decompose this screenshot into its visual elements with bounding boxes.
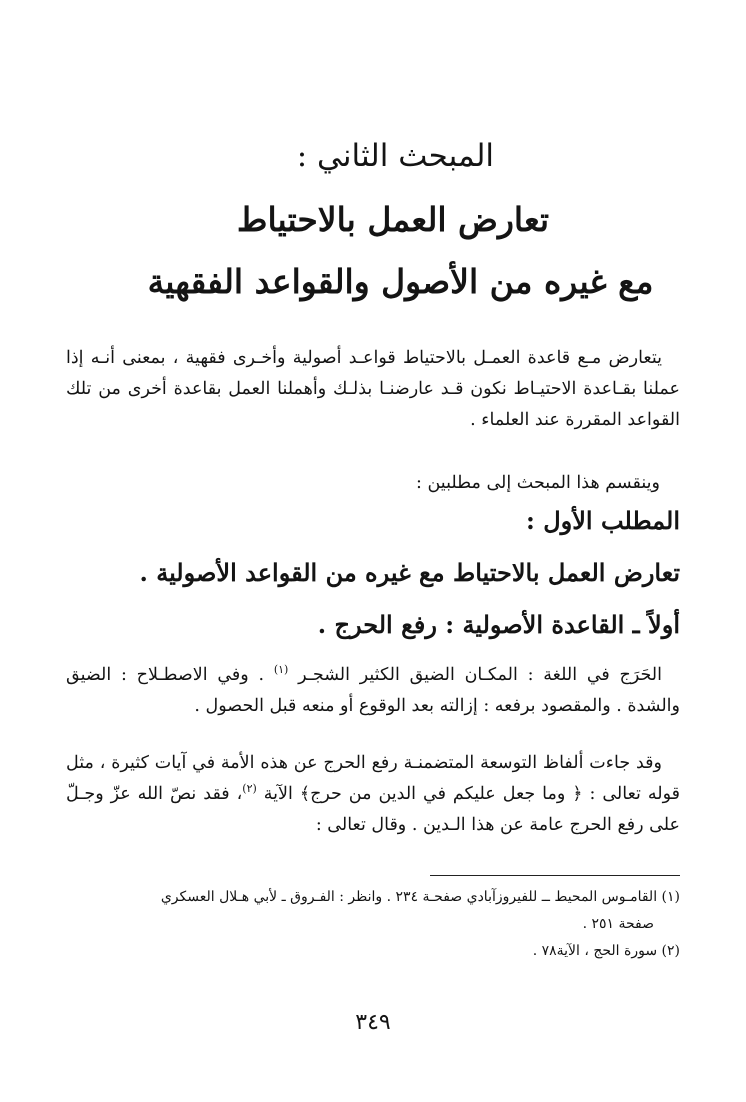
footnote-1: (١) القامـوس المحيط ــ للفيروزآبادي صفحـة ٢٣٤ . وانظر : الفـروق ـ لأبي هـلال العسكري <box>160 889 680 905</box>
intro-paragraph: يتعارض مـع قاعدة العمـل بالاحتياط قواعـد أصولية وأخـرى فقهية ، بمعنى أنـه إذا عملنا بقـاعدة الاحتيـاط نكون قـد عارضنـا بذلـك وأهملنا العمل بقاعدة أخرى من تلك القواعد المقررة عند العلماء . <box>66 348 680 430</box>
page-number: ٣٤٩ <box>355 1010 391 1035</box>
footnote-1-continuation: صفحة ٢٥١ . <box>582 916 654 932</box>
haraj-definition-paragraph <box>66 660 680 722</box>
subheading-first-rule: أولاً ـ القاعدة الأصولية : رفع الحرج . <box>317 610 680 639</box>
footnotes <box>66 884 680 965</box>
verses-paragraph <box>66 748 680 841</box>
subheading-conflict-principles: تعارض العمل بالاحتياط مع غيره من القواعد الأصولية . <box>139 558 680 587</box>
footnote-2: (٢) سورة الحج ، الآية٧٨ . <box>532 943 680 959</box>
subheading-first-requirement: المطلب الأول : <box>525 506 680 535</box>
haraj-text-part1: الحَرَج في اللغة : المكـان الضيق الكثير الشجـر <box>298 665 662 685</box>
haraj-text-part2: . وفي الاصطـلاح : الضيق والشدة . والمقصود برفعه : إزالته بعد الوقوع أو منعه قبل الحصول . <box>66 665 680 716</box>
verses-text-part2: ، فقد نصّ الله عزّ وجـلّ على رفع الحرج عامة عن هذا الـدين . وقال تعالى : <box>66 784 680 835</box>
verses-text-part1: وقد جاءت ألفاظ التوسعة المتضمنـة رفع الحرج عن هذه الأمة في آيات كثيرة ، مثل قوله تعالى : ﴿ وما جعل عليكم في الدين من حرج﴾ الآية <box>66 753 680 804</box>
section-label: المبحث الثاني : <box>296 138 494 174</box>
chapter-title-line2: مع غيره من الأصول والقواعد الفقهية <box>147 262 654 301</box>
division-paragraph: وينقسم هذا المبحث إلى مطلبين : <box>416 473 660 493</box>
footnote-ref-1: (١) <box>273 663 289 677</box>
chapter-title-line1: تعارض العمل بالاحتياط <box>236 200 550 239</box>
footnote-ref-2: (٢) <box>242 782 257 796</box>
footnote-divider <box>430 875 680 876</box>
